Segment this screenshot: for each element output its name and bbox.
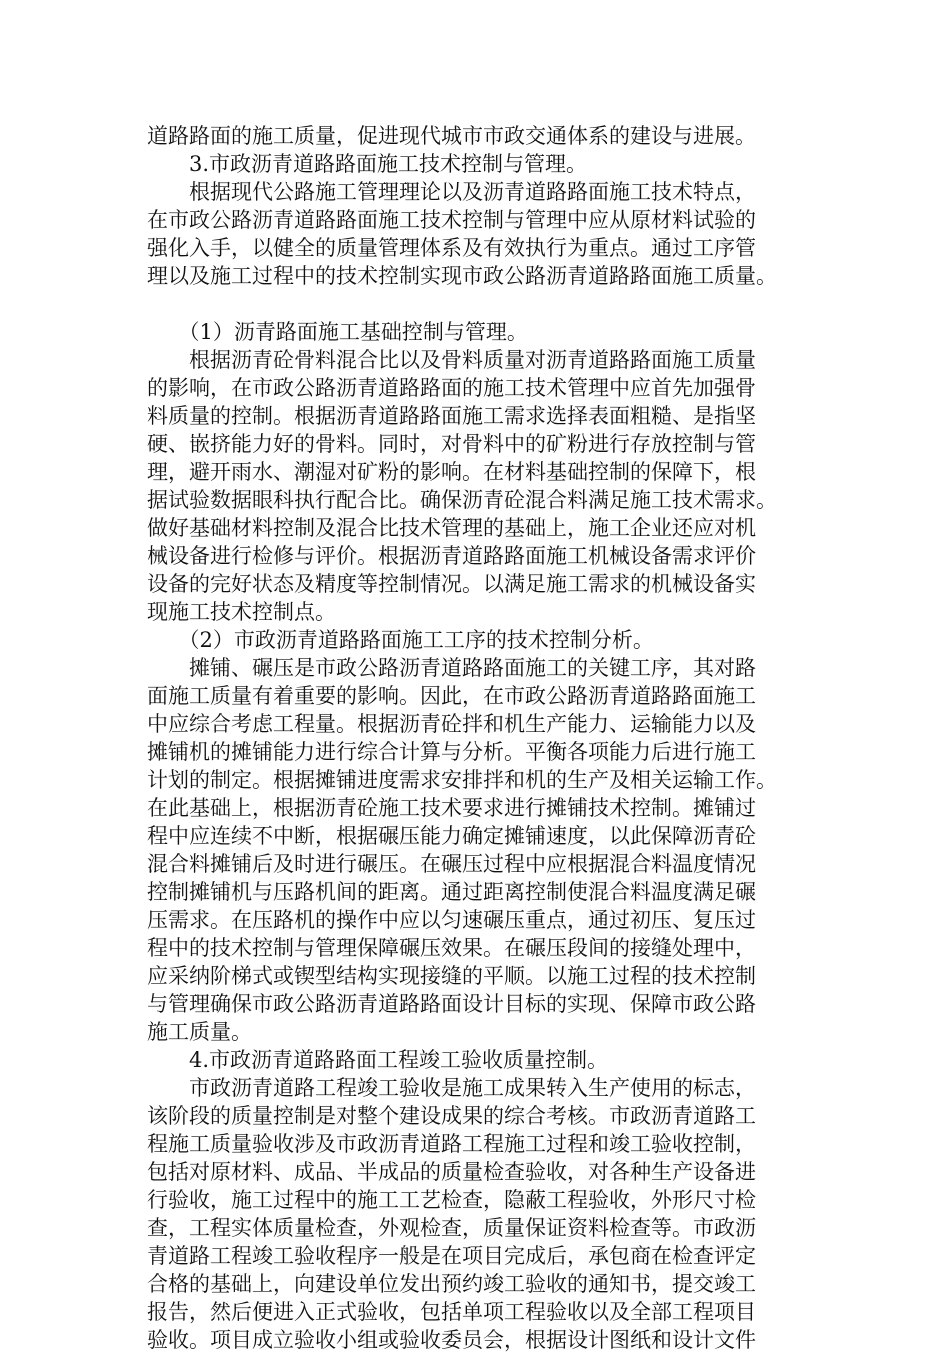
text-line: 摊铺、碾压是市政公路沥青道路路面施工的关键工序，其对路 (147, 656, 756, 680)
text-line: 压需求。在压路机的操作中应以匀速碾压重点，通过初压、复压过 (147, 908, 756, 932)
text-line: 施工质量。 (147, 1020, 252, 1044)
text-line: 应采纳阶梯式或锲型结构实现接缝的平顺。以施工过程的技术控制 (147, 964, 756, 988)
text-line: 在此基础上，根据沥青砼施工技术要求进行摊铺技术控制。摊铺过 (147, 796, 756, 820)
text-line: 市政沥青道路工程竣工验收是施工成果转入生产使用的标志， (147, 1076, 756, 1100)
text-line: 合格的基础上，向建设单位发出预约竣工验收的通知书，提交竣工 (147, 1272, 756, 1296)
text-line: 面施工质量有着重要的影响。因此，在市政公路沥青道路路面施工 (147, 684, 756, 708)
text-line: 混合料摊铺后及时进行碾压。在碾压过程中应根据混合料温度情况 (147, 852, 756, 876)
section-heading: 4.市政沥青道路路面工程竣工验收质量控制。 (147, 1048, 609, 1072)
text-line: 强化入手，以健全的质量管理体系及有效执行为重点。通过工序管 (147, 236, 756, 260)
text-line: 现施工技术控制点。 (147, 600, 336, 624)
text-line: 据试验数据眼科执行配合比。确保沥青砼混合料满足施工技术需求。 (147, 488, 777, 512)
text-line: 道路路面的施工质量，促进现代城市市政交通体系的建设与进展。 (147, 124, 756, 148)
text-line: 该阶段的质量控制是对整个建设成果的综合考核。市政沥青道路工 (147, 1104, 756, 1128)
text-line: 程施工质量验收涉及市政沥青道路工程施工过程和竣工验收控制， (147, 1132, 756, 1156)
text-line: 理以及施工过程中的技术控制实现市政公路沥青道路路面施工质量。 (147, 264, 777, 288)
section-heading: 3.市政沥青道路路面施工技术控制与管理。 (147, 152, 588, 176)
text-line: 报告，然后便进入正式验收，包括单项工程验收以及全部工程项目 (147, 1300, 756, 1324)
subsection-heading: （1）沥青路面施工基础控制与管理。 (147, 320, 528, 344)
blank-line (147, 290, 827, 318)
text-line: 根据沥青砼骨料混合比以及骨料质量对沥青道路路面施工质量 (147, 348, 756, 372)
text-line: 验收。项目成立验收小组或验收委员会，根据设计图纸和设计文件 (147, 1328, 756, 1352)
text-line: 程中应连续不中断，根据碾压能力确定摊铺速度，以此保障沥青砼 (147, 824, 756, 848)
text-line: 械设备进行检修与评价。根据沥青道路路面施工机械设备需求评价 (147, 544, 756, 568)
subsection-heading: （2）市政沥青道路路面施工工序的技术控制分析。 (147, 628, 654, 652)
text-line: 查，工程实体质量检查，外观检查，质量保证资料检查等。市政沥 (147, 1216, 756, 1240)
text-line: 计划的制定。根据摊铺进度需求安排拌和机的生产及相关运输工作。 (147, 768, 777, 792)
text-line: 摊铺机的摊铺能力进行综合计算与分析。平衡各项能力后进行施工 (147, 740, 756, 764)
text-line: 包括对原材料、成品、半成品的质量检查验收，对各种生产设备进 (147, 1160, 756, 1184)
text-line: 硬、嵌挤能力好的骨料。同时，对骨料中的矿粉进行存放控制与管 (147, 432, 756, 456)
text-line: 中应综合考虑工程量。根据沥青砼拌和机生产能力、运输能力以及 (147, 712, 756, 736)
text-line: 控制摊铺机与压路机间的距离。通过距离控制使混合料温度满足碾 (147, 880, 756, 904)
text-line: 设备的完好状态及精度等控制情况。以满足施工需求的机械设备实 (147, 572, 756, 596)
text-line: 理，避开雨水、潮湿对矿粉的影响。在材料基础控制的保障下，根 (147, 460, 756, 484)
text-line: 的影响，在市政公路沥青道路路面的施工技术管理中应首先加强骨 (147, 376, 756, 400)
text-line: 做好基础材料控制及混合比技术管理的基础上，施工企业还应对机 (147, 516, 756, 540)
text-line: 料质量的控制。根据沥青道路路面施工需求选择表面粗糙、是指坚 (147, 404, 756, 428)
text-line: 行验收，施工过程中的施工工艺检查，隐蔽工程验收，外形尺寸检 (147, 1188, 756, 1212)
text-line: 在市政公路沥青道路路面施工技术控制与管理中应从原材料试验的 (147, 208, 756, 232)
text-line: 根据现代公路施工管理理论以及沥青道路路面施工技术特点， (147, 180, 756, 204)
text-line: 青道路工程竣工验收程序一般是在项目完成后，承包商在检查评定 (147, 1244, 756, 1268)
text-line: 与管理确保市政公路沥青道路路面设计目标的实现、保障市政公路 (147, 992, 756, 1016)
text-line: 程中的技术控制与管理保障碾压效果。在碾压段间的接缝处理中， (147, 936, 756, 960)
